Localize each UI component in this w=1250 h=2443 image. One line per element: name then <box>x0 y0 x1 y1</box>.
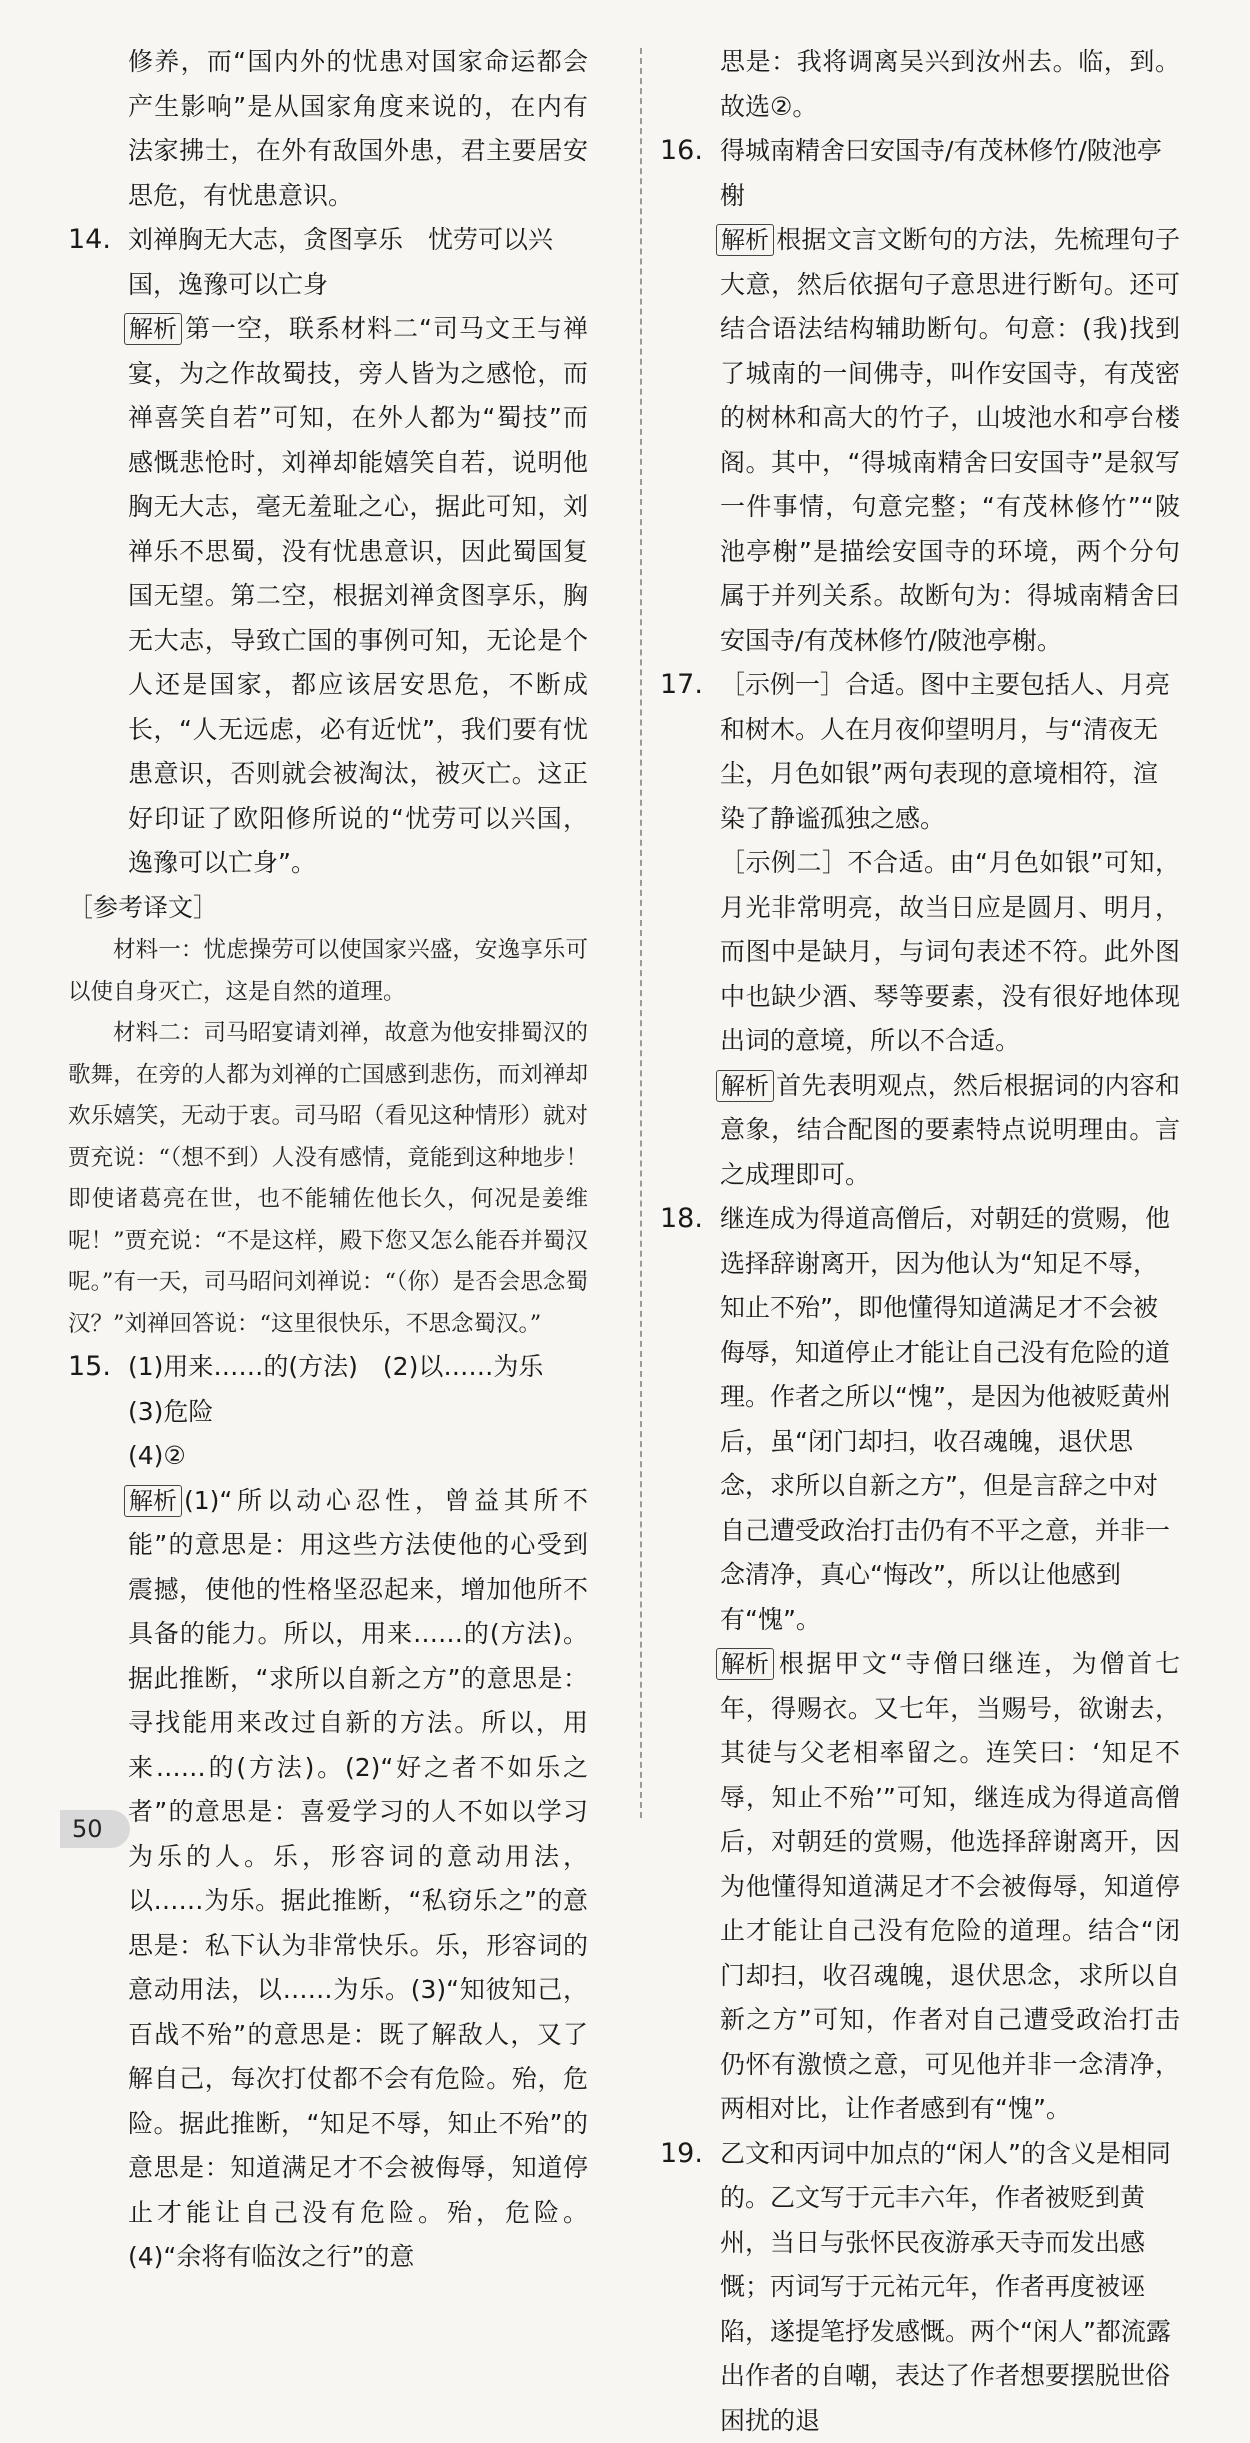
question-number: 15. <box>68 1345 128 1390</box>
analysis-16 <box>660 218 1180 663</box>
answer-text: 继连成为得道高僧后，对朝廷的赏赐，他选择辞谢离开，因为他认为“知足不辱，知止不殆”，即他懂得知道满足才不会被侮辱，知道停止才能让自己没有危险的道理。作者之所以“愧”，是因为他被贬黄州后，虽“闭门却扫，收召魂魄，退伏思念，求所以自新之方”，但是言辞之中对自己遭受政治打击仍有不平之意，并非一念清净，真心“悔改”，所以让他感到有“愧”。 <box>720 1204 1171 1634</box>
translation-paragraph-2: 材料二：司马昭宴请刘禅，故意为他安排蜀汉的歌舞，在旁的人都为刘禅的亡国感到悲伤，而刘禅却欢乐嬉笑，无动于衷。司马昭（看见这种情形）就对贾充说：“（想不到）人没有感情，竟能到这种地步！即使诸葛亮在世，也不能辅佐他长久，何况是姜维呢！”贾充说：“不是这样，殿下您又怎么能吞并蜀汉呢。”有一天，司马昭问刘禅说：“（你）是否会思念蜀汉？”刘禅回答说：“这里很快乐，不思念蜀汉。” <box>68 1013 588 1345</box>
answer-line-2: (4)② <box>68 1434 588 1479</box>
question-number: 19. <box>660 2132 720 2177</box>
analysis-tag: 解析 <box>716 224 774 256</box>
question-number: 18. <box>660 1197 720 1242</box>
example-1: ［示例一］合适。图中主要包括人、月亮和树木。人在月夜仰望明月，与“清夜无尘，月色如银”两句表现的意境相符，渲染了静谧孤独之感。 <box>720 670 1170 833</box>
question-14 <box>68 218 588 307</box>
analysis-text: 根据甲文“寺僧曰继连，为僧首七年，得赐衣。又七年，当赐号，欲谢去，其徒与父老相率留之。连笑曰：‘知足不辱，知止不殆’”可知，继连成为得道高僧后，对朝廷的赏赐，他选择辞谢离开，因为他懂得知道满足才不会被侮辱，知道停止才能让自己没有危险的道理。结合“闭门却扫，收召魂魄，退伏思念，求所以自新之方”可知，作者对自己遭受政治打击仍怀有激愤之意，可见他并非一念清净，两相对比，让作者感到有“愧”。 <box>720 1649 1180 2123</box>
analysis-text: 根据文言文断句的方法，先梳理句子大意，然后依据句子意思进行断句。还可结合语法结构辅助断句。句意：(我)找到了城南的一间佛寺，叫作安国寺，有茂密的树林和高大的竹子，山坡池水和亭台楼阁。其中，“得城南精舍曰安国寺”是叙写一件事情，句意完整；“有茂林修竹”“陂池亭榭”是描绘安国寺的环境，两个分句属于并列关系。故断句为：得城南精舍曰安国寺/有茂林修竹/陂池亭榭。 <box>720 225 1180 655</box>
analysis-text: 第一空，联系材料二“司马文王与禅宴，为之作故蜀技，旁人皆为之感怆，而禅喜笑自若”可知，在外人都为“蜀技”而感慨悲怆时，刘禅却能嬉笑自若，说明他胸无大志，毫无羞耻之心，据此可知，刘禅乐不思蜀，没有忧患意识，因此蜀国复国无望。第二空，根据刘禅贪图享乐，胸无大志，导致亡国的事例可知，无论是个人还是国家，都应该居安思危，不断成长，“人无远虑，必有近忧”，我们要有忧患意识，否则就会被淘汰，被灭亡。这正好印证了欧阳修所说的“忧劳可以兴国，逸豫可以亡身”。 <box>128 314 588 877</box>
answer-line-1: (1)用来……的(方法) (2)以……为乐 (3)危险 <box>128 1352 568 1426</box>
q13-continuation: 修养，而“国内外的忧患对国家命运都会产生影响”是从国家角度来说的，在内有法家拂士，在外有敌国外患，君主要居安思危，有忧患意识。 <box>68 40 588 218</box>
page-number: 50 <box>60 1810 130 1848</box>
question-number: 17. <box>660 663 720 708</box>
question-18 <box>660 1197 1180 1642</box>
question-16 <box>660 129 1180 218</box>
question-15 <box>68 1345 588 1434</box>
analysis-tag: 解析 <box>716 1070 774 1102</box>
analysis-17 <box>660 1064 1180 1198</box>
analysis-18 <box>660 1642 1180 2132</box>
answer-text: 刘禅胸无大志，贪图享乐 忧劳可以兴国，逸豫可以亡身 <box>128 225 553 299</box>
answer-text: 乙文和丙词中加点的“闲人”的含义是相同的。乙文写于元丰六年，作者被贬到黄州，当日与张怀民夜游承天寺而发出感慨；丙词写于元祐元年，作者再度被诬陷，遂提笔抒发感慨。两个“闲人”都流露出作者的自嘲，表达了作者想要摆脱世俗困扰的退 <box>720 2139 1171 2435</box>
analysis-text: 首先表明观点，然后根据词的内容和意象，结合配图的要素特点说明理由。言之成理即可。 <box>720 1071 1180 1189</box>
analysis-text: (1)“所以动心忍性，曾益其所不能”的意思是：用这些方法使他的心受到震撼，使他的性格坚忍起来，增加他所不具备的能力。所以，用来……的(方法)。据此推断，“求所以自新之方”的意思是：寻找能用来改过自新的方法。所以，用来……的(方法)。(2)“好之者不如乐之者”的意思是：喜爱学习的人不如以学习为乐的人。乐，形容词的意动用法，以……为乐。据此推断，“私窃乐之”的意思是：私下认为非常快乐。乐，形容词的意动用法，以……为乐。(3)“知彼知己，百战不殆”的意思是：既了解敌人，又了解自己，每次打仗都不会有危险。殆，危险。据此推断，“知足不辱，知止不殆”的意思是：知道满足才不会被侮辱，知道停止才能让自己没有危险。殆，危险。(4)“余将有临汝之行”的意 <box>128 1486 588 2272</box>
translation-paragraph-1: 材料一：忧虑操劳可以使国家兴盛，安逸享乐可以使自身灭亡，这是自然的道理。 <box>68 930 588 1013</box>
analysis-15 <box>68 1479 588 2280</box>
question-number: 16. <box>660 129 720 174</box>
reference-heading: ［参考译文］ <box>68 886 588 931</box>
question-17 <box>660 663 1180 841</box>
analysis-tag: 解析 <box>124 313 182 345</box>
column-divider <box>640 48 642 1818</box>
q15-continuation: 思是：我将调离吴兴到汝州去。临，到。故选②。 <box>660 40 1180 129</box>
right-column <box>660 40 1180 2443</box>
question-number: 14. <box>68 218 128 263</box>
analysis-14 <box>68 307 588 886</box>
answer-text: 得城南精舍曰安国寺/有茂林修竹/陂池亭榭 <box>720 136 1162 210</box>
question-19 <box>660 2132 1180 2443</box>
left-column <box>68 40 588 2280</box>
analysis-tag: 解析 <box>716 1648 774 1680</box>
reference-translation <box>68 930 588 1345</box>
analysis-tag: 解析 <box>124 1485 182 1517</box>
example-2: ［示例二］不合适。由“月色如银”可知，月光非常明亮，故当日应是圆月、明月，而图中是缺月，与词句表述不符。此外图中也缺少酒、琴等要素，没有很好地体现出词的意境，所以不合适。 <box>660 841 1180 1064</box>
